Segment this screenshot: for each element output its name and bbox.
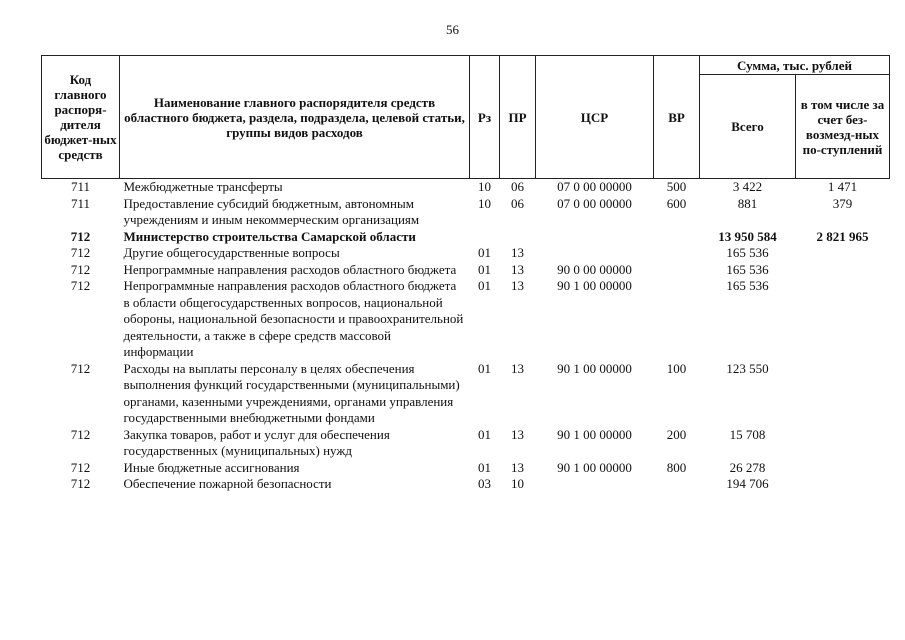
cell-total: 165 536 xyxy=(726,278,769,293)
cell-code: 711 xyxy=(70,195,91,211)
header-rz: Рз xyxy=(470,56,500,179)
cell-vr xyxy=(654,229,700,246)
cell-name: Иные бюджетные ассигнования xyxy=(123,459,300,475)
header-total: Всего xyxy=(700,75,796,179)
header-sum: Сумма, тыс. рублей xyxy=(700,56,890,75)
cell-pr: 13 xyxy=(511,459,524,475)
cell-csr xyxy=(536,476,654,493)
cell-total: 3 422 xyxy=(732,179,763,194)
cell-rz: 01 xyxy=(478,261,491,277)
table-row xyxy=(42,196,890,229)
cell-vr: 100 xyxy=(666,360,687,376)
table-row xyxy=(42,361,890,427)
cell-total: 194 706 xyxy=(726,476,769,491)
cell-code: 712 xyxy=(70,228,91,244)
cell-pr: 13 xyxy=(511,278,524,293)
table-row xyxy=(42,278,890,361)
cell-incl: 379 xyxy=(832,195,853,211)
cell-rz: 01 xyxy=(478,278,491,293)
cell-rz xyxy=(470,229,500,246)
header-incl: в том числе за счет без-возмезд-ных по-ступлений xyxy=(796,75,890,179)
cell-incl xyxy=(796,278,890,361)
cell-rz: 01 xyxy=(478,360,491,376)
cell-pr: 06 xyxy=(511,195,524,211)
cell-csr: 90 1 00 00000 xyxy=(557,278,632,293)
header-csr: ЦСР xyxy=(536,56,654,179)
cell-vr: 500 xyxy=(666,179,687,194)
cell-csr: 07 0 00 00000 xyxy=(557,195,632,211)
cell-vr: 800 xyxy=(666,459,687,475)
cell-rz: 01 xyxy=(478,245,491,260)
cell-csr xyxy=(536,229,654,246)
cell-name: Закупка товаров, работ и услуг для обеспечения государственных (муниципальных) нужд xyxy=(123,426,390,458)
header-code: Код главного распоря-дителя бюджет-ных средств xyxy=(42,56,120,179)
cell-pr: 13 xyxy=(511,261,524,277)
page-number: 56 xyxy=(446,22,459,37)
cell-code: 712 xyxy=(70,426,91,442)
cell-rz: 01 xyxy=(478,426,491,442)
header-vr: ВР xyxy=(654,56,700,179)
cell-csr: 90 0 00 00000 xyxy=(557,261,632,277)
header-pr: ПР xyxy=(500,56,536,179)
table-row xyxy=(42,245,890,262)
cell-vr xyxy=(654,476,700,493)
cell-pr: 13 xyxy=(511,360,524,376)
cell-total: 123 550 xyxy=(726,360,769,376)
budget-table xyxy=(41,55,890,493)
cell-code: 712 xyxy=(70,245,91,260)
cell-csr: 90 1 00 00000 xyxy=(557,459,632,475)
cell-csr xyxy=(536,245,654,262)
cell-total: 881 xyxy=(737,195,758,211)
cell-incl xyxy=(796,427,890,460)
table-row xyxy=(42,427,890,460)
cell-vr xyxy=(654,245,700,262)
cell-name: Межбюджетные трансферты xyxy=(123,179,283,194)
table-row xyxy=(42,460,890,477)
cell-vr: 200 xyxy=(666,426,687,442)
cell-code: 711 xyxy=(70,179,91,194)
cell-name: Непрограммные направления расходов областного бюджета в области общегосударственных вопросов, национальной обороны, национальной безопасности и правоохранительной деятельности, а также в сфере средств массовой информации xyxy=(123,278,464,359)
cell-total: 15 708 xyxy=(729,426,766,442)
cell-pr: 13 xyxy=(511,245,524,260)
cell-name: Расходы на выплаты персоналу в целях обеспечения выполнения функций государственными (муниципальными) органами, казенными учреждениями, органами управления государственными внебюджетными фондами xyxy=(123,360,460,425)
cell-csr: 07 0 00 00000 xyxy=(557,179,632,194)
cell-incl: 1 471 xyxy=(827,179,858,194)
cell-incl xyxy=(796,460,890,477)
cell-code: 712 xyxy=(70,459,91,475)
cell-csr: 90 1 00 00000 xyxy=(557,426,632,442)
cell-vr: 600 xyxy=(666,195,687,211)
cell-name: Предоставление субсидий бюджетным, автономным учреждениям и иным некоммерческим организациям xyxy=(123,195,420,227)
cell-incl xyxy=(796,262,890,279)
cell-code: 712 xyxy=(70,360,91,376)
cell-vr xyxy=(654,262,700,279)
table-body xyxy=(42,179,890,493)
cell-pr: 06 xyxy=(511,179,524,194)
cell-rz: 10 xyxy=(478,179,491,194)
cell-code: 712 xyxy=(70,278,91,293)
cell-rz: 01 xyxy=(478,459,491,475)
cell-pr: 13 xyxy=(511,426,524,442)
table-row xyxy=(42,179,890,196)
cell-name: Другие общегосударственные вопросы xyxy=(123,245,340,260)
cell-incl xyxy=(796,476,890,493)
table-row xyxy=(42,476,890,493)
cell-name: Обеспечение пожарной безопасности xyxy=(123,476,332,491)
cell-rz: 03 xyxy=(478,476,491,491)
cell-pr: 10 xyxy=(511,476,524,491)
cell-total: 165 536 xyxy=(726,261,769,277)
table-row xyxy=(42,229,890,246)
cell-incl: 2 821 965 xyxy=(816,228,869,244)
cell-pr xyxy=(500,229,536,246)
cell-code: 712 xyxy=(70,476,91,491)
cell-code: 712 xyxy=(70,261,91,277)
cell-incl xyxy=(796,245,890,262)
cell-incl xyxy=(796,361,890,427)
cell-name: Непрограммные направления расходов областного бюджета xyxy=(123,261,457,277)
cell-rz: 10 xyxy=(478,195,491,211)
cell-total: 13 950 584 xyxy=(718,228,777,244)
cell-csr: 90 1 00 00000 xyxy=(557,360,632,376)
cell-vr xyxy=(654,278,700,361)
header-name: Наименование главного распорядителя средств областного бюджета, раздела, подраздела, целевой статьи, группы видов расходов xyxy=(120,56,470,179)
cell-total: 165 536 xyxy=(726,245,769,260)
table-row xyxy=(42,262,890,279)
cell-total: 26 278 xyxy=(729,459,766,475)
cell-name: Министерство строительства Самарской области xyxy=(123,228,416,244)
